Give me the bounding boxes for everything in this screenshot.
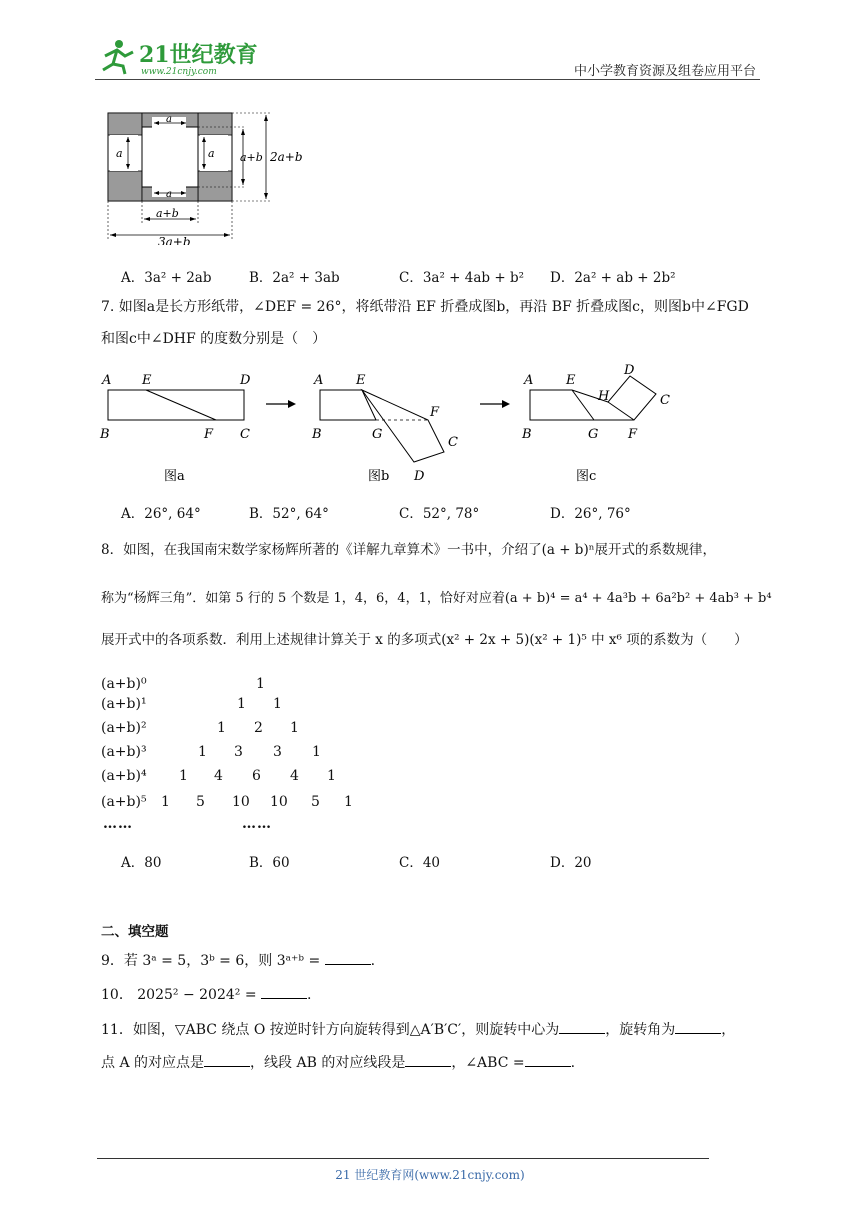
q7-figures xyxy=(98,364,698,494)
triangle-number: 1 xyxy=(179,768,188,784)
runner-icon xyxy=(103,40,133,74)
triangle-number: 1 xyxy=(290,720,299,736)
triangle-number: 1 xyxy=(237,696,246,712)
q8-text-line2: 称为“杨辉三角”．如第 5 行的 5 个数是 1，4，6，4，1，恰好对应着(a + b)⁴ = a⁴ + 4a³b + 6a²b² + 4ab³ + b⁴ xyxy=(101,591,772,606)
svg-text:F: F xyxy=(204,427,214,442)
q7-option-d[interactable]: D．26°, 76° xyxy=(550,506,631,522)
svg-text:F: F xyxy=(628,427,638,442)
triangle-dots-left: …… xyxy=(103,816,133,832)
q6-option-c[interactable]: C．3a² + 4ab + b² xyxy=(399,270,525,286)
q11-text-part7: . xyxy=(570,1055,576,1071)
svg-text:E: E xyxy=(566,373,576,388)
label-a-plus-b-vertical: a+b xyxy=(240,151,263,164)
triangle-number: 1 xyxy=(273,696,282,712)
triangle-number: 3 xyxy=(273,744,282,760)
svg-text:F: F xyxy=(430,405,440,420)
triangle-number: 1 xyxy=(198,744,207,760)
triangle-number: 1 xyxy=(161,794,170,810)
q7-figure-a xyxy=(99,373,251,484)
footer-link[interactable]: 21 世纪教育网(www.21cnjy.com) xyxy=(335,1168,525,1182)
q11-blank-center[interactable] xyxy=(559,1021,605,1034)
yang-hui-triangle xyxy=(101,676,371,836)
svg-text:E: E xyxy=(356,373,366,388)
q6-option-d[interactable]: D．2a² + ab + 2b² xyxy=(550,270,676,286)
label-a-right: a xyxy=(208,147,215,160)
svg-text:G: G xyxy=(588,427,599,442)
q11-text-part6: ，∠ABC = xyxy=(451,1055,525,1071)
q8-option-d[interactable]: D．20 xyxy=(550,855,592,871)
svg-text:B: B xyxy=(100,427,110,442)
q7-figure-c xyxy=(521,364,670,484)
triangle-number: 4 xyxy=(290,768,299,784)
triangle-number: 4 xyxy=(214,768,223,784)
q7-caption-c: 图c xyxy=(576,469,597,484)
q8-text-line1: 8．如图，在我国南宋数学家杨辉所著的《详解九章算术》一书中，介绍了(a + b)ⁿ展开式的系数规律， xyxy=(101,542,717,558)
label-a-bottom: a xyxy=(166,189,172,200)
q7-option-a[interactable]: A．26°, 64° xyxy=(121,506,201,522)
svg-text:E: E xyxy=(142,373,152,388)
label-a-plus-b-horizontal: a+b xyxy=(156,207,179,220)
label-3a-plus-b: 3a+b xyxy=(158,235,191,245)
triangle-label: (a+b)³ xyxy=(101,744,147,760)
q6-option-a[interactable]: A．3a² + 2ab xyxy=(121,270,212,286)
label-a-top: a xyxy=(166,114,172,125)
q8-option-b[interactable]: B．60 xyxy=(249,855,290,871)
q11-blank-angle[interactable] xyxy=(675,1021,721,1034)
triangle-label: (a+b)⁵ xyxy=(101,794,147,810)
q8-text-line3: 展开式中的各项系数．利用上述规律计算关于 x 的多项式(x² + 2x + 5)(x² + 1)⁵ 中 x⁶ 项的系数为（ ） xyxy=(101,632,748,648)
svg-text:C: C xyxy=(240,427,250,442)
q11-text-line1 xyxy=(101,1021,735,1039)
svg-text:A: A xyxy=(314,373,324,388)
triangle-number: 10 xyxy=(270,794,288,810)
svg-text:D: D xyxy=(414,469,425,484)
header-divider xyxy=(95,79,760,80)
triangle-number: 6 xyxy=(252,768,261,784)
triangle-label: (a+b)² xyxy=(101,720,147,736)
svg-text:C: C xyxy=(660,393,670,408)
q11-text-part4: 点 A 的对应点是 xyxy=(101,1055,205,1071)
q11-text-line2 xyxy=(101,1054,575,1072)
label-2a-plus-b: 2a+b xyxy=(270,150,303,164)
q11-blank-abc[interactable] xyxy=(525,1054,571,1067)
q7-caption-b: 图b xyxy=(368,469,390,484)
triangle-dots-center: …… xyxy=(242,816,272,832)
q11-text-part5: ，线段 AB 的对应线段是 xyxy=(250,1055,406,1071)
q8-option-a[interactable]: A．80 xyxy=(121,855,162,871)
q9-text-after: . xyxy=(370,953,376,969)
triangle-number: 1 xyxy=(312,744,321,760)
svg-text:A: A xyxy=(102,373,112,388)
q7-text-line1: 7. 如图a是长方形纸带，∠DEF = 26°，将纸带沿 EF 折叠成图b，再沿 BF 折叠成图c，则图b中∠FGD xyxy=(101,299,749,315)
logo-title: 21世纪教育 xyxy=(139,42,258,68)
q7-caption-a: 图a xyxy=(164,469,185,484)
q7-option-c[interactable]: C．52°, 78° xyxy=(399,506,480,522)
site-logo xyxy=(95,36,265,80)
section-title-fill-in: 二、填空题 xyxy=(101,924,169,940)
q7-option-b[interactable]: B．52°, 64° xyxy=(249,506,329,522)
q8-option-c[interactable]: C．40 xyxy=(399,855,441,871)
q7-figure-b xyxy=(311,373,458,484)
footer-divider xyxy=(97,1158,709,1159)
label-a-left: a xyxy=(116,147,123,160)
triangle-number: 1 xyxy=(256,676,265,692)
triangle-label: (a+b)⁴ xyxy=(101,768,147,784)
q10-answer-blank[interactable] xyxy=(261,986,307,999)
svg-text:D: D xyxy=(624,364,635,378)
triangle-number: 3 xyxy=(234,744,243,760)
triangle-label: (a+b)⁰ xyxy=(101,676,147,692)
q9-answer-blank[interactable] xyxy=(325,952,371,965)
q6-option-b[interactable]: B．2a² + 3ab xyxy=(249,270,340,286)
q11-blank-point[interactable] xyxy=(204,1054,250,1067)
q9-text xyxy=(101,952,375,970)
q11-text-part3: ， xyxy=(721,1022,736,1038)
triangle-number: 1 xyxy=(344,794,353,810)
q11-blank-segment[interactable] xyxy=(405,1054,451,1067)
q7-text-line2: 和图c中∠DHF 的度数分别是（ ） xyxy=(101,331,327,347)
triangle-number: 5 xyxy=(311,794,320,810)
svg-text:C: C xyxy=(448,435,458,450)
q9-text-before: 9．若 3ᵃ = 5，3ᵇ = 6，则 3ᵃ⁺ᵇ = xyxy=(101,953,321,969)
svg-text:B: B xyxy=(522,427,532,442)
svg-text:A: A xyxy=(524,373,534,388)
triangle-number: 10 xyxy=(232,794,250,810)
q10-text-before: 10． 2025² − 2024² = xyxy=(101,987,257,1003)
q10-text-after: . xyxy=(307,987,312,1003)
q6-figure xyxy=(100,105,310,245)
svg-text:H: H xyxy=(598,389,610,404)
triangle-number: 1 xyxy=(327,768,336,784)
svg-text:D: D xyxy=(240,373,251,388)
triangle-number: 1 xyxy=(217,720,226,736)
svg-text:B: B xyxy=(312,427,322,442)
q10-text xyxy=(101,986,311,1004)
svg-text:G: G xyxy=(372,427,383,442)
header-platform-text: 中小学教育资源及组卷应用平台 xyxy=(573,64,756,79)
q11-text-part1: 11．如图，▽ABC 绕点 O 按逆时针方向旋转得到△A′B′C′，则旋转中心为 xyxy=(101,1022,560,1038)
triangle-number: 2 xyxy=(254,720,263,736)
triangle-label: (a+b)¹ xyxy=(101,696,147,712)
triangle-number: 5 xyxy=(196,794,205,810)
q11-text-part2: ，旋转角为 xyxy=(605,1022,676,1038)
logo-url: www.21cnjy.com xyxy=(141,67,217,77)
